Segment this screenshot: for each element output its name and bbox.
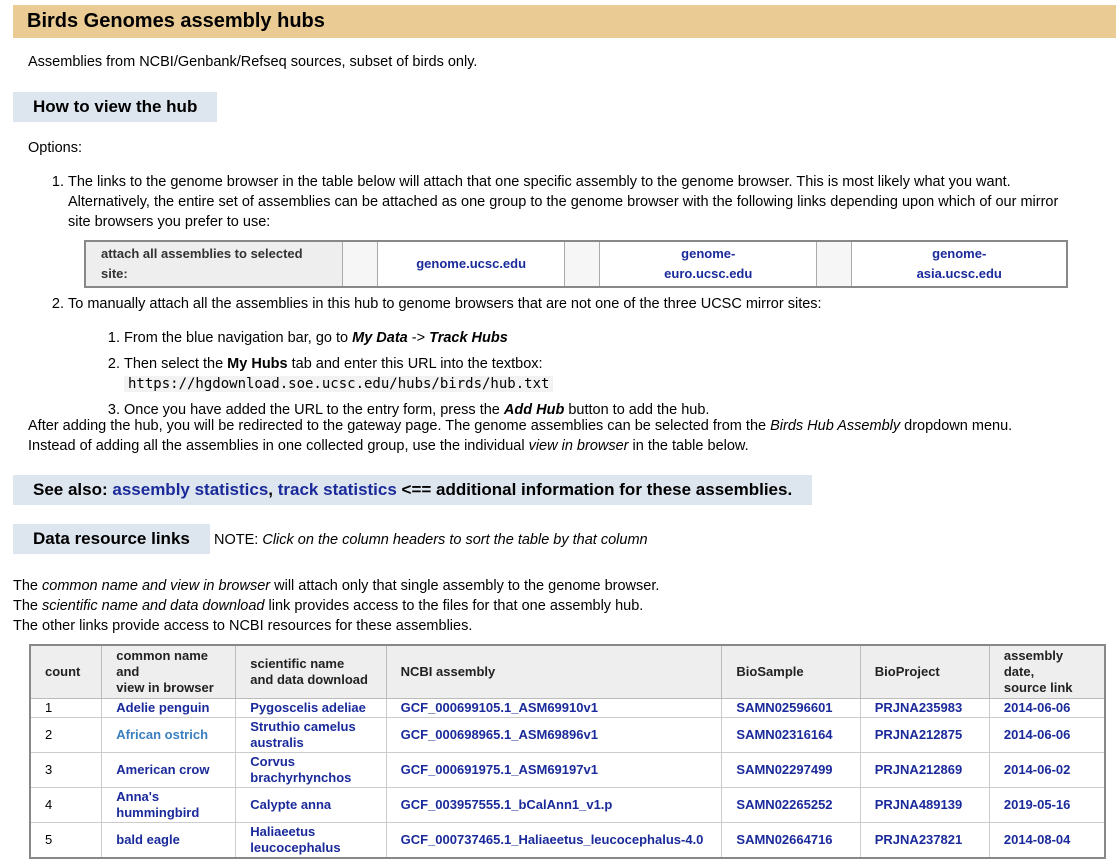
ncbi-assembly-link[interactable]: GCF_000737465.1_Haliaeetus_leucocephalus-4.0 xyxy=(400,832,704,847)
column-header[interactable]: common name and view in browser xyxy=(102,645,236,699)
after-adding-text: After adding the hub, you will be redirected to the gateway page. The genome assemblies can be selected from the Birds Hub Assembly dropdown menu. Instead of adding all the assemblies in one collected group, use the individual view in browser in the table below. xyxy=(28,418,1013,454)
sort-note: NOTE: Click on the column headers to sort the table by that column xyxy=(214,532,648,548)
assembly-date-link[interactable]: 2014-06-02 xyxy=(1003,762,1071,777)
table-explanation: The common name and view in browser will attach only that single assembly to the genome browser. The scientific name and data download link provides access to the files for that one assembly hub. The other links provide access to NCBI resources for these assemblies. xyxy=(13,578,660,634)
data-resource-heading: Data resource links xyxy=(13,524,210,554)
scientific-name-link[interactable]: Calypte anna xyxy=(250,797,332,812)
mirror-sites-table xyxy=(84,240,1068,288)
scientific-name-link[interactable]: Pygoscelis adeliae xyxy=(250,700,366,715)
site-link-asia[interactable]: genome-asia.ucsc.edu xyxy=(916,246,1002,281)
assembly-date-link[interactable]: 2019-05-16 xyxy=(1003,797,1071,812)
intro-text: Assemblies from NCBI/Genbank/Refseq sources, subset of birds only. xyxy=(28,54,478,70)
biosample-link[interactable]: SAMN02316164 xyxy=(736,727,833,742)
row-count: 5 xyxy=(45,832,53,847)
site-link-euro[interactable]: genome-euro.ucsc.edu xyxy=(664,246,753,281)
common-name-link[interactable]: American crow xyxy=(116,762,210,777)
row-count: 2 xyxy=(45,727,53,742)
biosample-link[interactable]: SAMN02297499 xyxy=(736,762,833,777)
table-row xyxy=(30,718,1105,753)
common-name-link[interactable]: bald eagle xyxy=(116,832,180,847)
ncbi-assembly-link[interactable]: GCF_000699105.1_ASM69910v1 xyxy=(400,700,598,715)
column-header[interactable]: count xyxy=(30,645,102,699)
option-2-text: To manually attach all the assemblies in this hub to genome browsers that are not one of the three UCSC mirror sites: xyxy=(68,296,822,312)
table-row xyxy=(30,788,1105,823)
column-header[interactable]: assembly date, source link xyxy=(989,645,1105,699)
ncbi-assembly-link[interactable]: GCF_000698965.1_ASM69896v1 xyxy=(400,727,598,742)
assembly-statistics-link[interactable]: assembly statistics xyxy=(112,480,269,499)
scientific-name-link[interactable]: Struthio camelus australis xyxy=(250,719,356,750)
bioproject-link[interactable]: PRJNA235983 xyxy=(874,700,963,715)
see-also-bar: See also: assembly statistics, track statistics <== additional information for these assemblies. xyxy=(13,475,812,505)
column-header[interactable]: BioSample xyxy=(722,645,860,699)
biosample-link[interactable]: SAMN02265252 xyxy=(736,797,833,812)
column-header[interactable]: scientific name and data download xyxy=(236,645,386,699)
table-row xyxy=(30,823,1105,859)
biosample-link[interactable]: SAMN02664716 xyxy=(736,832,833,847)
scientific-name-link[interactable]: Corvus brachyrhynchos xyxy=(250,754,352,785)
bioproject-link[interactable]: PRJNA237821 xyxy=(874,832,963,847)
step-1: 1. From the blue navigation bar, go to My Data -> Track Hubs xyxy=(124,328,1068,348)
row-count: 1 xyxy=(45,700,53,715)
bioproject-link[interactable]: PRJNA212869 xyxy=(874,762,963,777)
assembly-date-link[interactable]: 2014-06-06 xyxy=(1003,727,1071,742)
common-name-link[interactable]: African ostrich xyxy=(116,727,209,742)
column-header[interactable]: BioProject xyxy=(860,645,989,699)
assemblies-table xyxy=(29,644,1106,859)
step-3: 3. Once you have added the URL to the entry form, press the Add Hub button to add the hub. xyxy=(124,400,1068,420)
options-label: Options: xyxy=(28,140,82,156)
hub-url: https://hgdownload.soe.ucsc.edu/hubs/birds/hub.txt xyxy=(124,376,553,392)
row-count: 3 xyxy=(45,762,53,777)
biosample-link[interactable]: SAMN02596601 xyxy=(736,700,833,715)
assembly-date-link[interactable]: 2014-06-06 xyxy=(1003,700,1071,715)
page-title: Birds Genomes assembly hubs xyxy=(13,5,1116,38)
bioproject-link[interactable]: PRJNA489139 xyxy=(874,797,963,812)
options-list xyxy=(28,172,1068,426)
option-1-text: The links to the genome browser in the table below will attach that one specific assembly to the genome browser. This is most likely what you want. Alternatively, the entire set of assemblies can be attached as one group to the genome browser with the following links depending upon which of our mirror site browsers you prefer to use: xyxy=(68,174,1059,230)
table-row xyxy=(30,753,1105,788)
common-name-link[interactable]: Adelie penguin xyxy=(116,700,210,715)
ncbi-assembly-link[interactable]: GCF_003957555.1_bCalAnn1_v1.p xyxy=(400,797,613,812)
site-link-genome[interactable]: genome.ucsc.edu xyxy=(416,256,527,271)
scientific-name-link[interactable]: Haliaeetus leucocephalus xyxy=(250,824,341,855)
bioproject-link[interactable]: PRJNA212875 xyxy=(874,727,963,742)
ncbi-assembly-link[interactable]: GCF_000691975.1_ASM69197v1 xyxy=(400,762,598,777)
step-2: 2. Then select the My Hubs tab and enter this URL into the textbox: https://hgdownload.soe.ucsc.edu/hubs/birds/hub.txt xyxy=(124,354,1068,394)
common-name-link[interactable]: Anna's hummingbird xyxy=(116,789,200,820)
row-count: 4 xyxy=(45,797,53,812)
column-header[interactable]: NCBI assembly xyxy=(386,645,722,699)
sites-label: attach all assemblies to selected site: xyxy=(85,241,343,287)
track-statistics-link[interactable]: track statistics xyxy=(277,480,397,499)
table-row xyxy=(30,699,1105,718)
how-to-heading: How to view the hub xyxy=(13,92,217,122)
assembly-date-link[interactable]: 2014-08-04 xyxy=(1003,832,1071,847)
